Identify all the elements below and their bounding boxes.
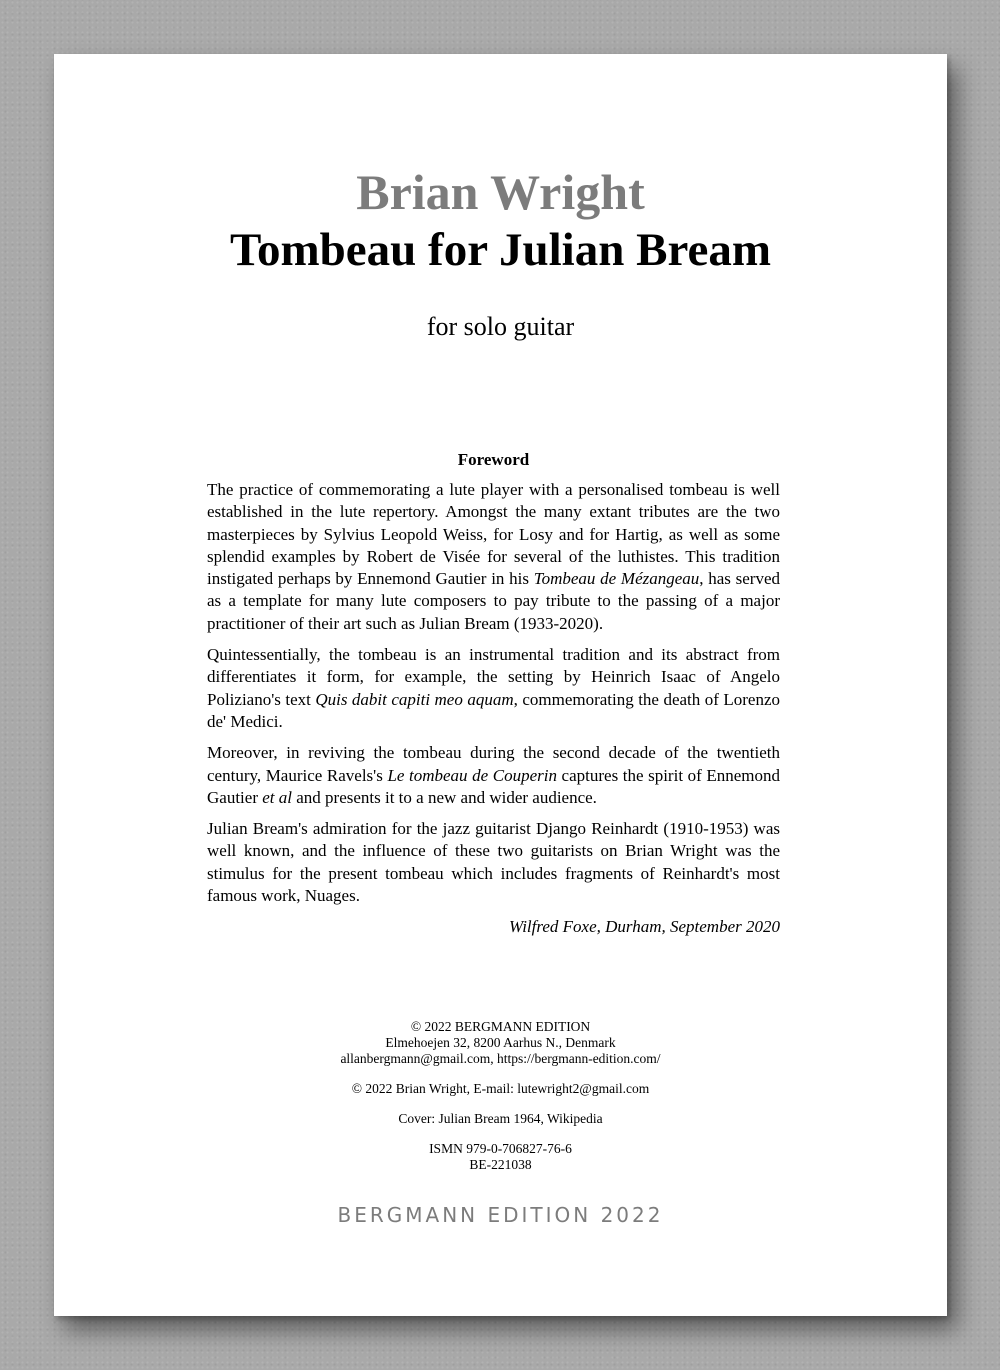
- foreword-heading: Foreword: [457, 450, 530, 469]
- composer-copyright: © 2022 Brian Wright, E-mail: lutewright2@gmail.com: [351, 1081, 650, 1096]
- publisher-brand-footer: BERGMANN EDITION 2022: [337, 1203, 664, 1227]
- cover-credit: Cover: Julian Bream 1964, Wikipedia: [398, 1111, 603, 1126]
- publisher-copyright: © 2022 BERGMANN EDITION: [410, 1019, 591, 1034]
- work-title: Tombeau for Julian Bream: [229, 224, 771, 276]
- foreword-paragraph-4: Julian Bream's admiration for the jazz guitarist Django Reinhardt (1910-1953) was well known, and the influence of these two guitarists on Brian Wright was the stimulus for the present tombeau which includes fragments of Reinhardt's most famous work, Nuages.: [207, 819, 780, 906]
- publisher-block: [54, 1019, 947, 1067]
- foreword-paragraph-1-text: The practice of commemorating a lute player with a personalised tombeau is well established in the lute repertory. Amongst the many extant tributes are the two masterpieces by Sylvius Leopold Weiss, for Losy and for Hartig, as well as some splendid examples by Robert de Visée for several of the luthistes. This tradition instigated perhaps by Ennemond Gautier in his: [207, 480, 780, 589]
- foreword-paragraph-1-end: , has served as a template for many lute composers to pay tribute to the passing of a major practitioner of their art such as Julian Bream (1933-2020).: [207, 569, 780, 633]
- ismn-number: ISMN 979-0-706827-76-6: [429, 1141, 572, 1156]
- foreword-paragraph-3-work-title: Le tombeau de Couperin: [387, 765, 557, 785]
- catalog-number: BE-221038: [469, 1157, 532, 1172]
- imprint-section: [54, 1019, 947, 1187]
- cover-credit-block: [54, 1111, 947, 1127]
- composer-copyright-block: [54, 1081, 947, 1097]
- foreword-signature: Wilfred Foxe, Durham, September 2020: [508, 917, 780, 937]
- foreword-paragraph-1-work-title: Tombeau de Mézangeau: [533, 569, 700, 589]
- foreword-paragraph-3-end: and presents it to a new and wider audience.: [296, 787, 597, 807]
- foreword-paragraph-2-end: , commemorating the death of Lorenzo de' Medici.: [207, 689, 781, 731]
- composer-name: Brian Wright: [356, 164, 645, 220]
- foreword-paragraph-3-mid: captures the spirit of Ennemond Gautier: [207, 765, 780, 807]
- foreword-paragraph-3-text: Moreover, in reviving the tombeau during the second decade of the twentieth century, Maurice Ravels's: [207, 743, 780, 785]
- identifiers-block: [54, 1141, 947, 1173]
- foreword-paragraph-2-text: Quintessentially, the tombeau is an instrumental tradition and its abstract from differentiates it form, for example, the setting by Heinrich Isaac of Angelo Poliziano's text: [207, 645, 780, 709]
- instrumentation-subtitle: for solo guitar: [426, 312, 575, 341]
- foreword-paragraph-2-work-title: Quis dabit capiti meo aquam: [315, 689, 514, 709]
- foreword-paragraph-3: [207, 742, 780, 809]
- foreword-paragraph-3-et-al: et al: [262, 787, 292, 807]
- title-page: [54, 54, 947, 1316]
- foreword-paragraph-2: [207, 644, 780, 733]
- publisher-address: Elmehoejen 32, 8200 Aarhus N., Denmark: [385, 1035, 616, 1050]
- foreword-section: [207, 448, 780, 939]
- foreword-paragraph-1: [207, 479, 780, 635]
- publisher-contact: allanbergmann@gmail.com, https://bergmann-edition.com/: [340, 1051, 661, 1066]
